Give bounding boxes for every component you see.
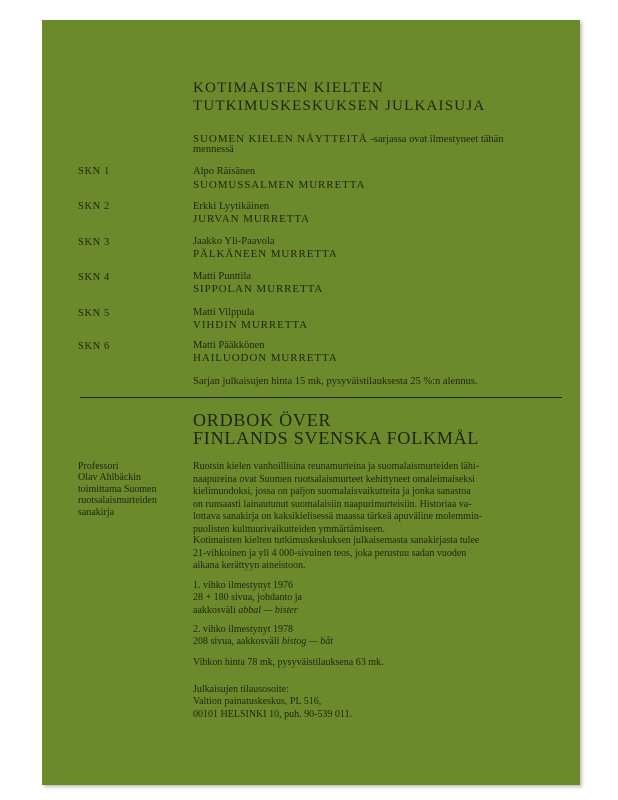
- volume-range-label: 208 sivua, aakkosväli: [193, 636, 282, 648]
- volume-line: 28 + 180 sivua, johdanto ja: [193, 592, 302, 604]
- paragraph-line: Ruotsin kielen vanhoillisina reunamurteina ja suomalaismurteiden lähi-: [193, 461, 480, 472]
- caption-line: ruotsalaismurteiden: [78, 495, 157, 507]
- skn-author: Jaakko Yli-Paavola: [193, 236, 275, 247]
- skn-code: SKN 6: [78, 341, 110, 352]
- address-line: Julkaisujen tilausosoite:: [193, 684, 289, 695]
- skn-title: PÄLKÄNEEN MURRETTA: [193, 248, 338, 260]
- volume-1-info: [193, 580, 302, 617]
- ordbok-title-1: ORDBOK ÖVER: [193, 410, 332, 430]
- volume-line: [193, 636, 333, 648]
- skn-author: Matti Punttila: [193, 271, 252, 282]
- series-name: SUOMEN KIELEN NÄYTTEITÄ: [193, 133, 368, 145]
- paragraph-line: 21-vihkoinen ja yli 4 000-sivuinen teos, joka perustuu sadan vuoden: [193, 547, 467, 559]
- paragraph-line: lottava sanakirja on kaksikielisessä maassa tärkeä apuväline molemmin-: [193, 511, 483, 523]
- skn-code: SKN 2: [78, 201, 110, 212]
- volume-range-label: aakkosväli: [193, 604, 239, 616]
- ordbok-title-2: FINLANDS SVENSKA FOLKMÅL: [193, 428, 480, 448]
- paragraph-line: aikana kerättyyn aineistoon.: [193, 560, 306, 572]
- volume-line: 1. vihko ilmestynyt 1976: [193, 580, 293, 591]
- skn-title: HAILUODON MURRETTA: [193, 352, 338, 364]
- editor-caption: [78, 461, 157, 518]
- green-sheet: [42, 20, 580, 785]
- skn-author: Erkki Lyytikäinen: [193, 201, 270, 212]
- address-line: 00101 HELSINKI 10, puh. 90-539 011.: [193, 708, 353, 720]
- skn-title: VIHDIN MURRETTA: [193, 319, 308, 331]
- caption-line: Olav Ahlbäckin: [78, 472, 142, 484]
- skn-title: JURVAN MURRETTA: [193, 213, 310, 225]
- volume-range: abbal — bister: [238, 604, 298, 616]
- publication-paragraph: [193, 535, 479, 573]
- skn-code: SKN 3: [78, 237, 110, 248]
- order-address: [193, 684, 352, 721]
- section-divider: [80, 397, 562, 398]
- volume-2-info: [193, 624, 333, 649]
- skn-title: SUOMUSSALMEN MURRETTA: [193, 179, 366, 191]
- volume-line: 2. vihko ilmestynyt 1978: [193, 624, 293, 635]
- skn-code: SKN 5: [78, 308, 110, 319]
- paragraph-line: naapureina ovat Suomen ruotsalaismurteet kehittyneet omaleimaiseksi: [193, 473, 475, 485]
- skn-author: Alpo Räisänen: [193, 166, 256, 177]
- volume-price: Vihkon hinta 78 mk, pysyväistilauksena 63 mk.: [193, 657, 384, 668]
- caption-line: toimittama Suomen: [78, 483, 157, 495]
- skn-code: SKN 4: [78, 272, 110, 283]
- paragraph-line: on runsaasti lainautunut suomalaisiin naapurimurteisiin. Historiaa va-: [193, 498, 472, 510]
- series-price-note: Sarjan julkaisujen hinta 15 mk, pysyväistilauksesta 25 %:n alennus.: [193, 376, 478, 387]
- skn-author: Matti Pääkkönen: [193, 340, 265, 351]
- skn-title: SIPPOLAN MURRETTA: [193, 283, 324, 295]
- header-line-2: TUTKIMUSKESKUKSEN JULKAISUJA: [193, 98, 486, 114]
- intro-line-1: [193, 129, 504, 147]
- paragraph-line: Kotimaisten kielten tutkimuskeskuksen julkaisemasta sanakirjasta tulee: [193, 535, 480, 546]
- description-paragraph: [193, 461, 482, 537]
- header-line-1: KOTIMAISTEN KIELTEN: [193, 80, 384, 96]
- skn-author: Matti Vilppula: [193, 307, 255, 318]
- intro-line-2: mennessä: [193, 144, 234, 155]
- paragraph-line: kielimuodoksi, jossa on paljon suomalaisvaikutteita ja jonka sanastoa: [193, 486, 471, 498]
- volume-line: [193, 605, 302, 617]
- intro-rest: -sarjassa ovat ilmestyneet tähän: [367, 134, 504, 145]
- volume-range: bistog — båt: [281, 636, 333, 648]
- address-line: Valtion painatuskeskus, PL 516,: [193, 696, 322, 708]
- skn-code: SKN 1: [78, 166, 110, 177]
- caption-line: sanakirja: [78, 506, 115, 518]
- paragraph-line: puolisten kulttuurivaikutteiden ymmärtämiseen.: [193, 523, 385, 535]
- caption-line: Professori: [78, 461, 119, 472]
